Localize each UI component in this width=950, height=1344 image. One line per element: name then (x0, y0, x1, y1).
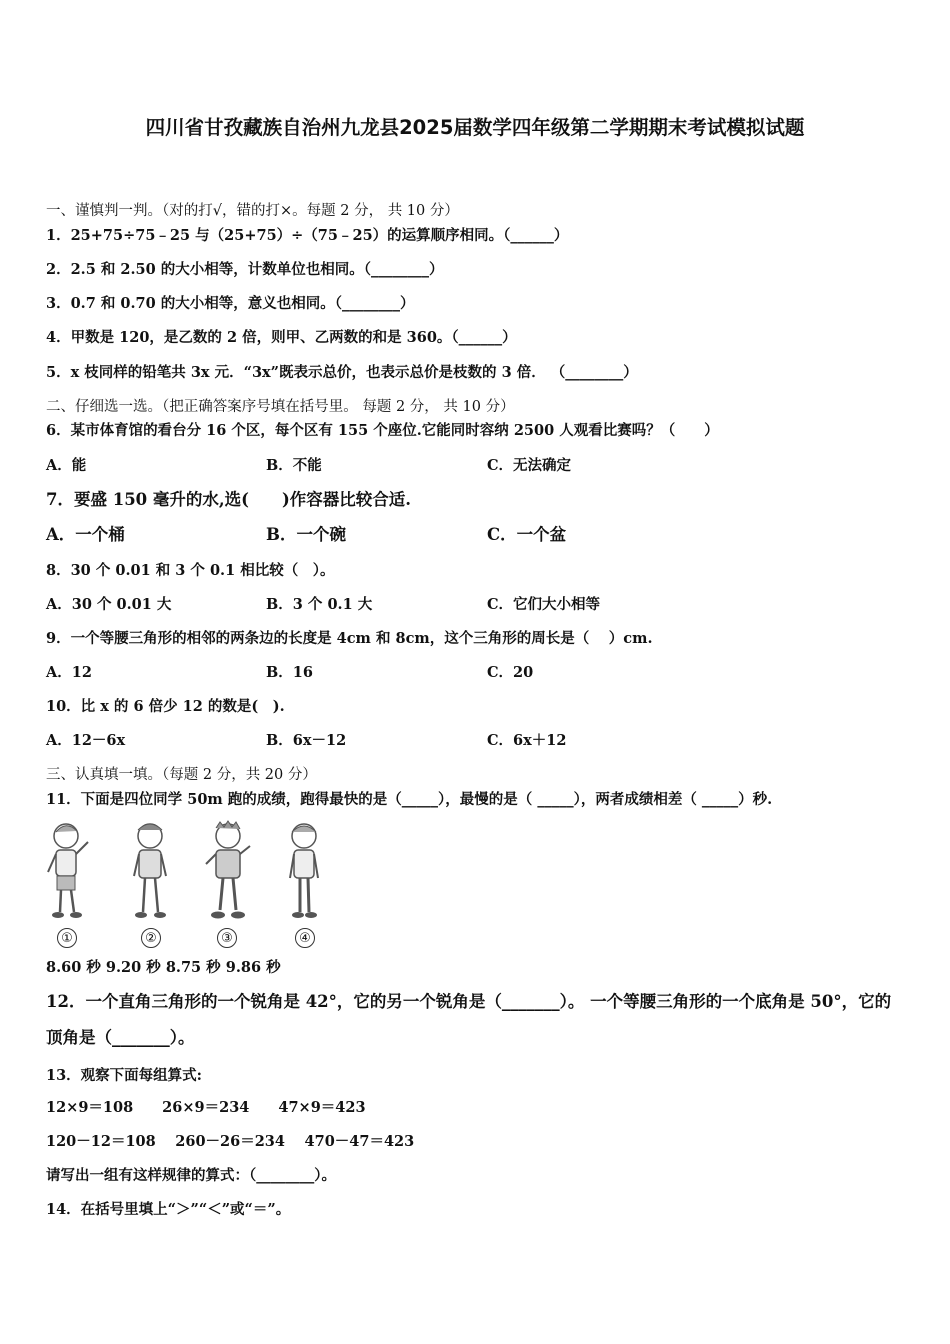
student-4-number: ④ (295, 928, 315, 948)
question-7: 7．要盛 150 毫升的水,选( )作容器比较合适. (46, 490, 412, 509)
q10-option-c: C．6x＋12 (487, 732, 567, 749)
student-1-number: ① (57, 928, 77, 948)
question-14: 14．在括号里填上“＞”“＜”或“＝”。 (46, 1201, 291, 1218)
section2-heading: 二、仔细选一选。（把正确答案序号填在括号里。 每题 2 分， 共 10 分） (46, 399, 515, 415)
question-2: 2．2.5 和 2.50 的大小相等，计数单位也相同。（________） (46, 261, 444, 278)
q6-option-b: B．不能 (266, 457, 322, 474)
q9-option-b: B．16 (266, 664, 313, 681)
q7-option-c: C．一个盆 (487, 525, 567, 544)
question-9: 9．一个等腰三角形的相邻的两条边的长度是 4cm 和 8cm，这个三角形的周长是（ ）cm. (46, 630, 653, 647)
q9-option-c: C．20 (487, 664, 534, 681)
q8-option-a: A．30 个 0.01 大 (46, 596, 172, 613)
question-8: 8．30 个 0.01 和 3 个 0.1 相比较（ ）。 (46, 562, 335, 579)
student-4 (282, 820, 332, 948)
q13-row-2: 120－12＝108 260－26＝234 470－47＝423 (46, 1133, 415, 1150)
student-3-number: ③ (217, 928, 237, 948)
student-4-figure (282, 820, 332, 920)
student-2 (128, 820, 178, 948)
q13-row-1: 12×9＝108 26×9＝234 47×9＝423 (46, 1099, 366, 1116)
student-2-figure (128, 820, 178, 920)
question-3: 3．0.7 和 0.70 的大小相等，意义也相同。（________） (46, 295, 415, 312)
page-title: 四川省甘孜藏族自治州九龙县2025届数学四年级第二学期期末考试模拟试题 (145, 116, 805, 139)
section1-heading: 一、谨慎判一判。（对的打√，错的打×。每题 2 分， 共 10 分） (46, 203, 459, 219)
question-12: 12．一个直角三角形的一个锐角是 42°，它的另一个锐角是（_______）。 一个等腰三角形的一个底角是 50°，它的顶角是（_______）。 (46, 992, 892, 1047)
q10-option-b: B．6x－12 (266, 732, 347, 749)
question-13: 13．观察下面每组算式: (46, 1067, 203, 1084)
question-4: 4．甲数是 120，是乙数的 2 倍，则甲、乙两数的和是 360。（______） (46, 329, 517, 346)
q13-prompt: 请写出一组有这样规律的算式：（________）。 (46, 1167, 336, 1184)
question-1: 1．25+75÷75﹣25 与（25+75）÷（75﹣25）的运算顺序相同。（______） (46, 227, 569, 244)
q6-option-a: A．能 (46, 457, 87, 474)
q7-option-a: A．一个桶 (46, 525, 125, 544)
q9-option-a: A．12 (46, 664, 92, 681)
question-10: 10．比 x 的 6 倍少 12 的数是( ). (46, 698, 285, 715)
running-times: 8.60 秒 9.20 秒 8.75 秒 9.86 秒 (46, 959, 281, 976)
question-5: 5．x 枝同样的铅笔共 3x 元．“3x”既表示总价，也表示总价是枝数的 3 倍． （________） (46, 364, 638, 381)
question-11: 11．下面是四位同学 50m 跑的成绩，跑得最快的是（_____），最慢的是（ _____），两者成绩相差（ _____）秒. (46, 791, 773, 808)
student-1-figure (44, 820, 94, 920)
q7-option-b: B．一个碗 (266, 525, 346, 544)
q8-option-c: C．它们大小相等 (487, 596, 601, 613)
q10-option-a: A．12－6x (46, 732, 126, 749)
question-6: 6．某市体育馆的看台分 16 个区，每个区有 155 个座位.它能同时容纳 2500 人观看比赛吗？（ ） (46, 422, 719, 439)
student-1 (44, 820, 94, 948)
student-2-number: ② (141, 928, 161, 948)
students-illustration (44, 820, 334, 950)
student-3 (204, 820, 254, 948)
student-3-figure (204, 820, 254, 920)
q6-option-c: C．无法确定 (487, 457, 572, 474)
q8-option-b: B．3 个 0.1 大 (266, 596, 373, 613)
section3-heading: 三、认真填一填。（每题 2 分，共 20 分） (46, 767, 317, 783)
